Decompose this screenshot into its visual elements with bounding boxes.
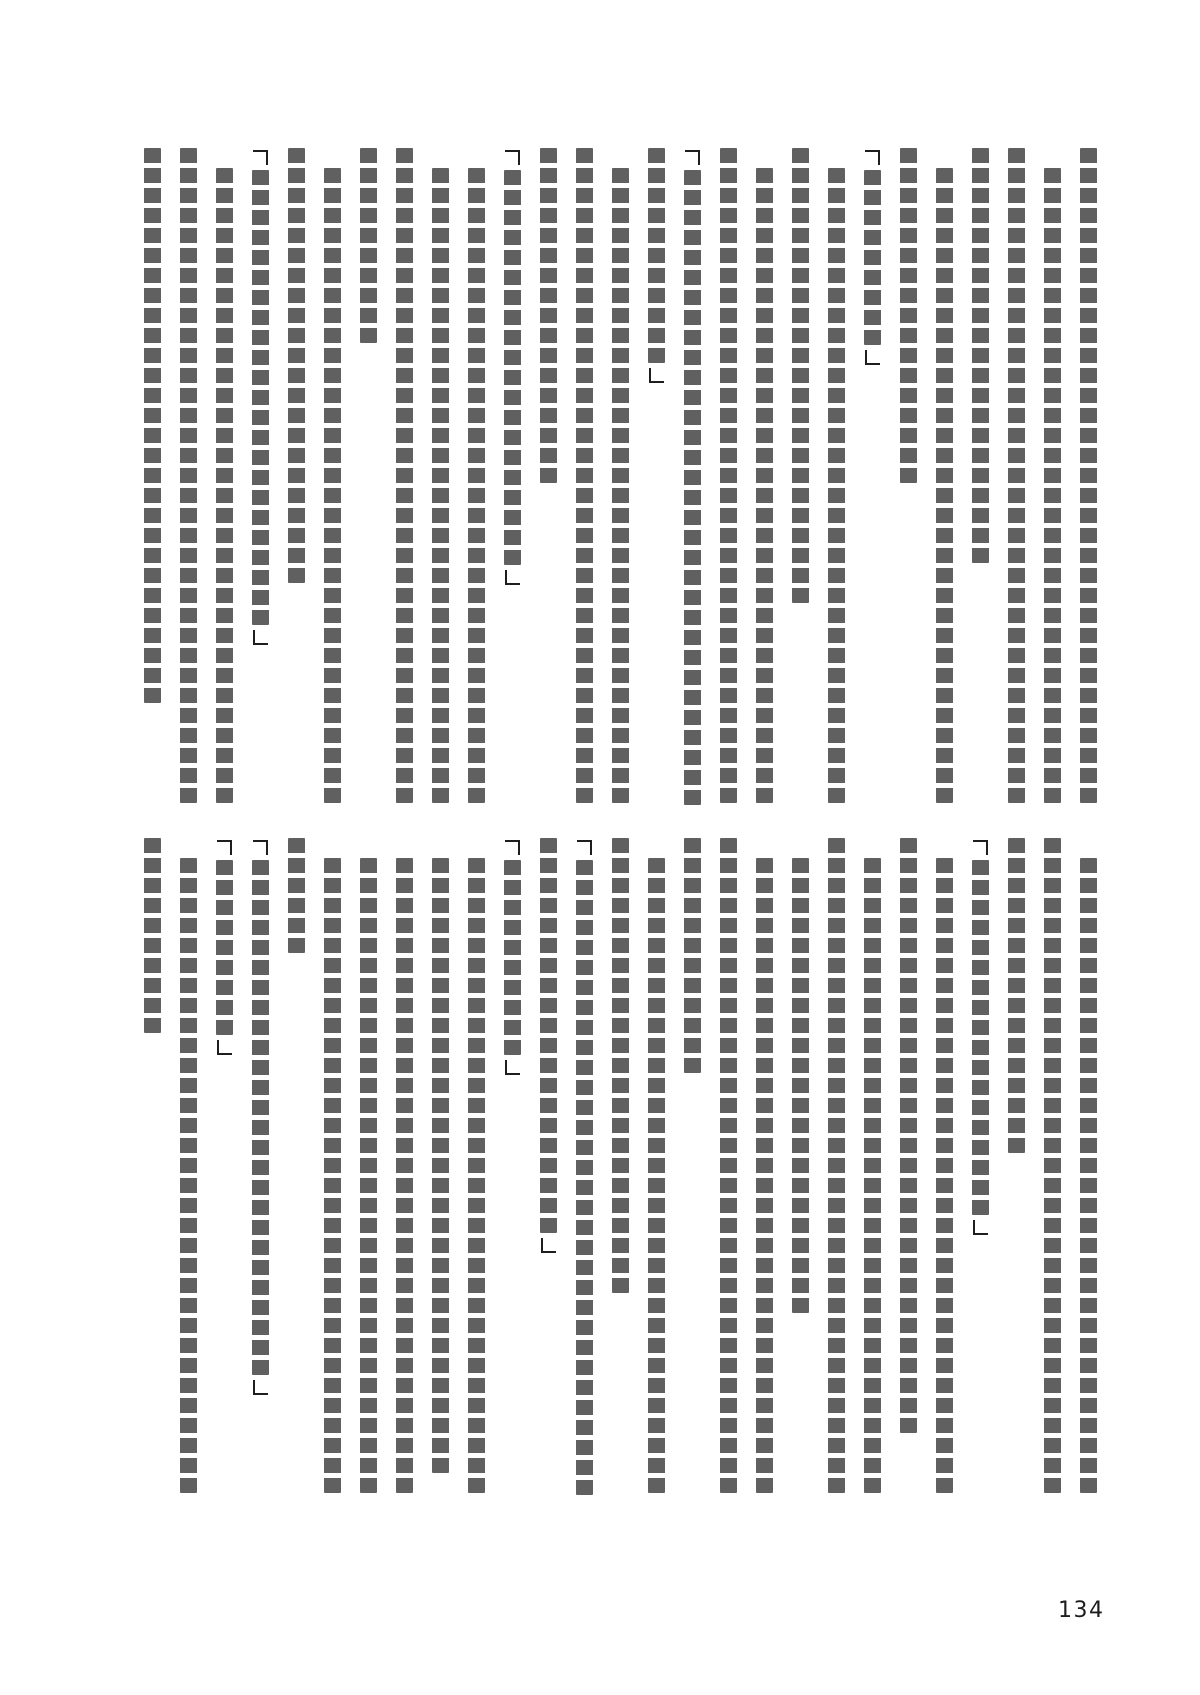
open-quote-bracket-icon xyxy=(217,840,232,855)
close-quote-bracket-icon xyxy=(505,570,520,585)
close-quote-bracket-icon xyxy=(505,1060,520,1075)
redacted-glyph-run xyxy=(648,148,665,363)
text-column-redacted xyxy=(358,148,378,343)
text-column-redacted xyxy=(610,838,630,1293)
text-column-redacted xyxy=(898,838,918,1433)
redacted-glyph-run xyxy=(432,858,449,1473)
text-column-redacted xyxy=(502,148,522,587)
text-column-redacted xyxy=(142,148,162,703)
redacted-glyph-run xyxy=(792,858,809,1313)
text-column-redacted xyxy=(934,838,954,1493)
text-column-redacted xyxy=(214,838,234,1057)
redacted-glyph-run xyxy=(936,858,953,1493)
text-column-redacted xyxy=(1042,148,1062,803)
redacted-glyph-run xyxy=(720,148,737,803)
text-column-redacted xyxy=(574,838,594,1495)
redacted-glyph-run xyxy=(612,168,629,803)
close-quote-bracket-icon xyxy=(865,350,880,365)
open-quote-bracket-icon xyxy=(973,840,988,855)
text-column-redacted xyxy=(466,148,486,803)
text-column-redacted xyxy=(862,148,882,367)
redacted-glyph-run xyxy=(1008,838,1025,1153)
redacted-glyph-run xyxy=(360,858,377,1493)
text-column-redacted xyxy=(142,838,162,1033)
text-column-redacted xyxy=(1006,148,1026,803)
redacted-glyph-run xyxy=(720,838,737,1493)
text-column-redacted xyxy=(430,838,450,1473)
redacted-glyph-run xyxy=(468,168,485,803)
redacted-glyph-run xyxy=(252,170,269,625)
text-column-redacted xyxy=(250,148,270,647)
text-column-redacted xyxy=(322,838,342,1493)
text-column-redacted xyxy=(358,838,378,1493)
redacted-glyph-run xyxy=(180,858,197,1493)
text-column-redacted xyxy=(790,148,810,603)
text-column-redacted xyxy=(322,148,342,803)
redacted-glyph-run xyxy=(864,858,881,1493)
open-quote-bracket-icon xyxy=(253,840,268,855)
text-column-redacted xyxy=(826,148,846,803)
redacted-glyph-run xyxy=(1044,838,1061,1493)
redacted-glyph-run xyxy=(1008,148,1025,803)
open-quote-bracket-icon xyxy=(253,150,268,165)
redacted-glyph-run xyxy=(828,838,845,1493)
redacted-glyph-run xyxy=(396,858,413,1493)
text-column-redacted xyxy=(286,148,306,583)
page-number: 134 xyxy=(1058,1598,1105,1623)
text-column-redacted xyxy=(1042,838,1062,1493)
redacted-glyph-run xyxy=(900,838,917,1433)
redacted-glyph-run xyxy=(180,148,197,803)
redacted-glyph-run xyxy=(1080,148,1097,803)
open-quote-bracket-icon xyxy=(865,150,880,165)
text-column-redacted xyxy=(250,838,270,1397)
text-column-redacted xyxy=(610,148,630,803)
redacted-glyph-run xyxy=(684,838,701,1073)
redacted-glyph-run xyxy=(504,860,521,1055)
text-column-redacted xyxy=(718,148,738,803)
redacted-glyph-run xyxy=(216,168,233,803)
redacted-glyph-run xyxy=(828,168,845,803)
text-column-redacted xyxy=(826,838,846,1493)
redacted-glyph-run xyxy=(972,860,989,1215)
text-column-redacted xyxy=(682,148,702,805)
redacted-glyph-run xyxy=(288,838,305,953)
redacted-glyph-run xyxy=(288,148,305,583)
text-column-redacted xyxy=(646,148,666,385)
redacted-glyph-run xyxy=(144,148,161,703)
text-column-redacted xyxy=(286,838,306,953)
close-quote-bracket-icon xyxy=(649,368,664,383)
text-column-redacted xyxy=(214,148,234,803)
redacted-glyph-run xyxy=(144,838,161,1033)
redacted-glyph-run xyxy=(540,148,557,483)
text-column-redacted xyxy=(790,838,810,1313)
redacted-glyph-run xyxy=(252,860,269,1375)
redacted-glyph-run xyxy=(324,858,341,1493)
redacted-glyph-run xyxy=(468,858,485,1493)
redacted-glyph-run xyxy=(540,838,557,1233)
text-column-redacted xyxy=(394,148,414,803)
redacted-glyph-run xyxy=(684,170,701,805)
redacted-glyph-run xyxy=(360,148,377,343)
text-column-redacted xyxy=(754,148,774,803)
redacted-glyph-run xyxy=(1044,168,1061,803)
open-quote-bracket-icon xyxy=(577,840,592,855)
redacted-glyph-run xyxy=(648,858,665,1493)
text-column-redacted xyxy=(970,838,990,1237)
redacted-glyph-run xyxy=(432,168,449,803)
top-block xyxy=(142,148,1098,816)
redacted-glyph-run xyxy=(756,168,773,803)
redacted-glyph-run xyxy=(864,170,881,345)
text-column-redacted xyxy=(538,838,558,1255)
redacted-glyph-run xyxy=(324,168,341,803)
redacted-glyph-run xyxy=(1080,858,1097,1493)
redacted-glyph-run xyxy=(792,148,809,603)
text-column-redacted xyxy=(394,838,414,1493)
text-column-redacted xyxy=(178,148,198,803)
text-column-redacted xyxy=(430,148,450,803)
text-column-redacted xyxy=(970,148,990,563)
redacted-glyph-run xyxy=(216,860,233,1035)
text-column-redacted xyxy=(574,148,594,803)
text-column-redacted xyxy=(1006,838,1026,1153)
text-column-redacted xyxy=(538,148,558,483)
redacted-glyph-run xyxy=(936,168,953,803)
close-quote-bracket-icon xyxy=(541,1238,556,1253)
redacted-glyph-run xyxy=(900,148,917,483)
close-quote-bracket-icon xyxy=(217,1040,232,1055)
text-column-redacted xyxy=(178,838,198,1493)
text-column-redacted xyxy=(466,838,486,1493)
text-column-redacted xyxy=(718,838,738,1493)
text-column-redacted xyxy=(862,838,882,1493)
text-column-redacted xyxy=(646,838,666,1493)
close-quote-bracket-icon xyxy=(253,630,268,645)
redacted-glyph-run xyxy=(504,170,521,565)
redacted-glyph-run xyxy=(396,148,413,803)
close-quote-bracket-icon xyxy=(973,1220,988,1235)
text-column-redacted xyxy=(754,838,774,1493)
open-quote-bracket-icon xyxy=(505,840,520,855)
redacted-glyph-run xyxy=(576,148,593,803)
redacted-glyph-run xyxy=(972,148,989,563)
text-column-redacted xyxy=(898,148,918,483)
text-column-redacted xyxy=(1078,838,1098,1493)
text-column-redacted xyxy=(934,148,954,803)
text-column-redacted xyxy=(1078,148,1098,803)
redacted-glyph-run xyxy=(576,860,593,1495)
close-quote-bracket-icon xyxy=(253,1380,268,1395)
redacted-glyph-run xyxy=(756,858,773,1493)
redacted-glyph-run xyxy=(612,838,629,1293)
text-column-redacted xyxy=(502,838,522,1077)
text-column-redacted xyxy=(682,838,702,1073)
open-quote-bracket-icon xyxy=(685,150,700,165)
bottom-block xyxy=(142,838,1098,1506)
open-quote-bracket-icon xyxy=(505,150,520,165)
